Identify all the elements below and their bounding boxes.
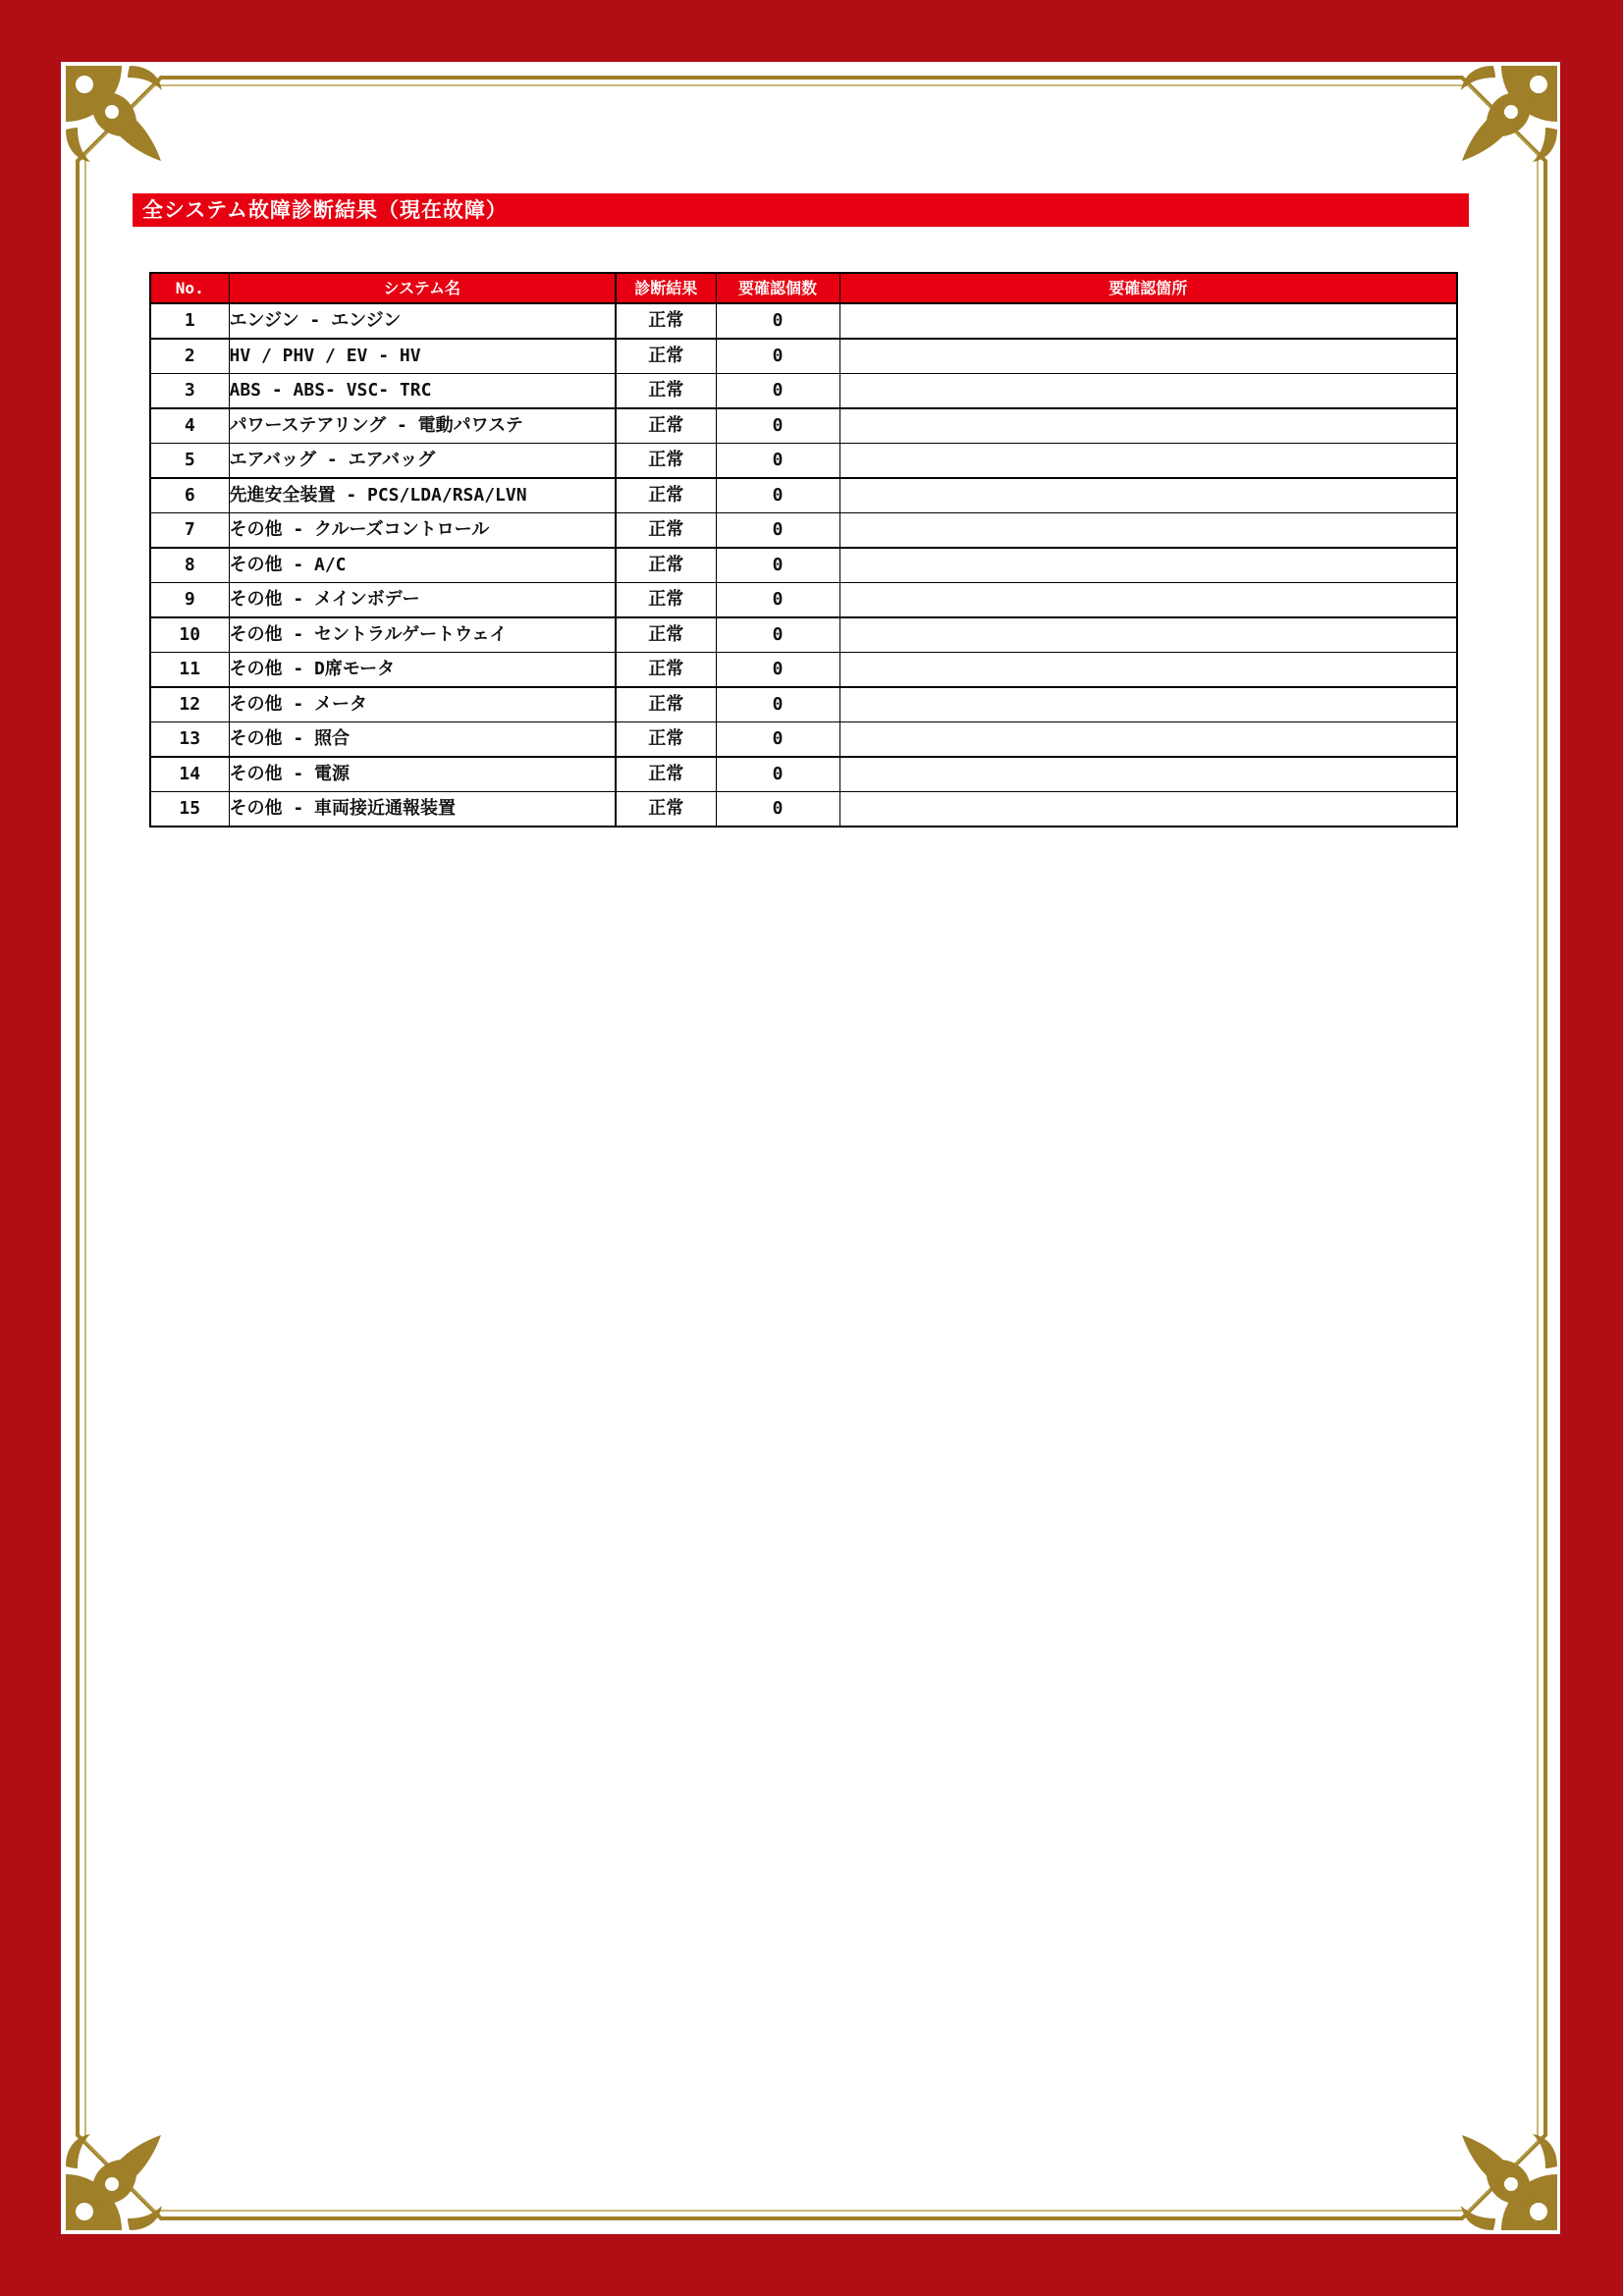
cell-check-location [839,374,1457,409]
cell-check-count: 0 [716,583,839,618]
cell-system-name: エアバッグ - エアバッグ [229,444,616,479]
table-header-row [150,273,1457,303]
cell-check-location [839,722,1457,758]
cell-check-location [839,687,1457,722]
report-title-banner: 全システム故障診断結果（現在故障） [133,193,1469,227]
table-row [150,617,1457,653]
table-row [150,513,1457,549]
cell-check-count: 0 [716,408,839,444]
table-row [150,687,1457,722]
cell-system-name: その他 - 車両接近通報装置 [229,792,616,828]
cell-row-number: 10 [150,617,229,653]
cell-check-location [839,408,1457,444]
cell-diagnosis-result: 正常 [616,513,716,549]
cell-diagnosis-result: 正常 [616,687,716,722]
header-diagnosis-result: 診断結果 [616,273,716,303]
table-row [150,303,1457,339]
cell-check-count: 0 [716,687,839,722]
cell-check-location [839,583,1457,618]
table-row [150,653,1457,688]
table-row [150,548,1457,583]
table-row [150,408,1457,444]
cell-system-name: その他 - メータ [229,687,616,722]
cell-check-count: 0 [716,478,839,513]
cell-check-location [839,478,1457,513]
cell-check-count: 0 [716,513,839,549]
cell-diagnosis-result: 正常 [616,408,716,444]
cell-row-number: 12 [150,687,229,722]
table-row [150,478,1457,513]
cell-check-location [839,548,1457,583]
cell-check-count: 0 [716,722,839,758]
cell-system-name: その他 - D席モータ [229,653,616,688]
cell-diagnosis-result: 正常 [616,583,716,618]
cell-diagnosis-result: 正常 [616,792,716,828]
cell-diagnosis-result: 正常 [616,548,716,583]
cell-system-name: HV / PHV / EV - HV [229,339,616,374]
cell-system-name: その他 - クルーズコントロール [229,513,616,549]
cell-diagnosis-result: 正常 [616,617,716,653]
header-no: No. [150,273,229,303]
header-system-name: システム名 [229,273,616,303]
cell-diagnosis-result: 正常 [616,374,716,409]
cell-diagnosis-result: 正常 [616,653,716,688]
cell-check-location [839,444,1457,479]
cell-system-name: エンジン - エンジン [229,303,616,339]
cell-check-count: 0 [716,374,839,409]
cell-row-number: 7 [150,513,229,549]
cell-row-number: 5 [150,444,229,479]
cell-row-number: 9 [150,583,229,618]
cell-row-number: 11 [150,653,229,688]
cell-system-name: その他 - 電源 [229,757,616,792]
cell-check-location [839,617,1457,653]
cell-diagnosis-result: 正常 [616,303,716,339]
cell-row-number: 3 [150,374,229,409]
cell-check-location [839,513,1457,549]
cell-system-name: その他 - A/C [229,548,616,583]
cell-system-name: パワーステアリング - 電動パワステ [229,408,616,444]
cell-check-count: 0 [716,653,839,688]
header-check-count: 要確認個数 [716,273,839,303]
cell-row-number: 15 [150,792,229,828]
cell-system-name: ABS - ABS- VSC- TRC [229,374,616,409]
cell-check-location [839,339,1457,374]
cell-system-name: その他 - セントラルゲートウェイ [229,617,616,653]
cell-system-name: その他 - メインボデー [229,583,616,618]
table-row [150,792,1457,828]
table-row [150,757,1457,792]
table-row [150,374,1457,409]
cell-check-count: 0 [716,444,839,479]
cell-check-location [839,792,1457,828]
cell-check-count: 0 [716,792,839,828]
header-check-location: 要確認箇所 [839,273,1457,303]
cell-row-number: 14 [150,757,229,792]
table-row [150,444,1457,479]
cell-diagnosis-result: 正常 [616,339,716,374]
table-row [150,583,1457,618]
cell-row-number: 2 [150,339,229,374]
cell-row-number: 4 [150,408,229,444]
cell-row-number: 6 [150,478,229,513]
cell-row-number: 1 [150,303,229,339]
cell-diagnosis-result: 正常 [616,757,716,792]
cell-check-location [839,303,1457,339]
table-row [150,722,1457,758]
cell-check-count: 0 [716,303,839,339]
cell-check-count: 0 [716,757,839,792]
diagnosis-table-body [150,303,1457,827]
cell-system-name: 先進安全装置 - PCS/LDA/RSA/LVN [229,478,616,513]
cell-row-number: 8 [150,548,229,583]
cell-check-count: 0 [716,617,839,653]
cell-system-name: その他 - 照合 [229,722,616,758]
table-row [150,339,1457,374]
cell-row-number: 13 [150,722,229,758]
cell-diagnosis-result: 正常 [616,722,716,758]
cell-diagnosis-result: 正常 [616,444,716,479]
cell-check-location [839,757,1457,792]
cell-check-count: 0 [716,339,839,374]
diagnosis-table [149,272,1458,828]
cell-check-location [839,653,1457,688]
cell-diagnosis-result: 正常 [616,478,716,513]
cell-check-count: 0 [716,548,839,583]
